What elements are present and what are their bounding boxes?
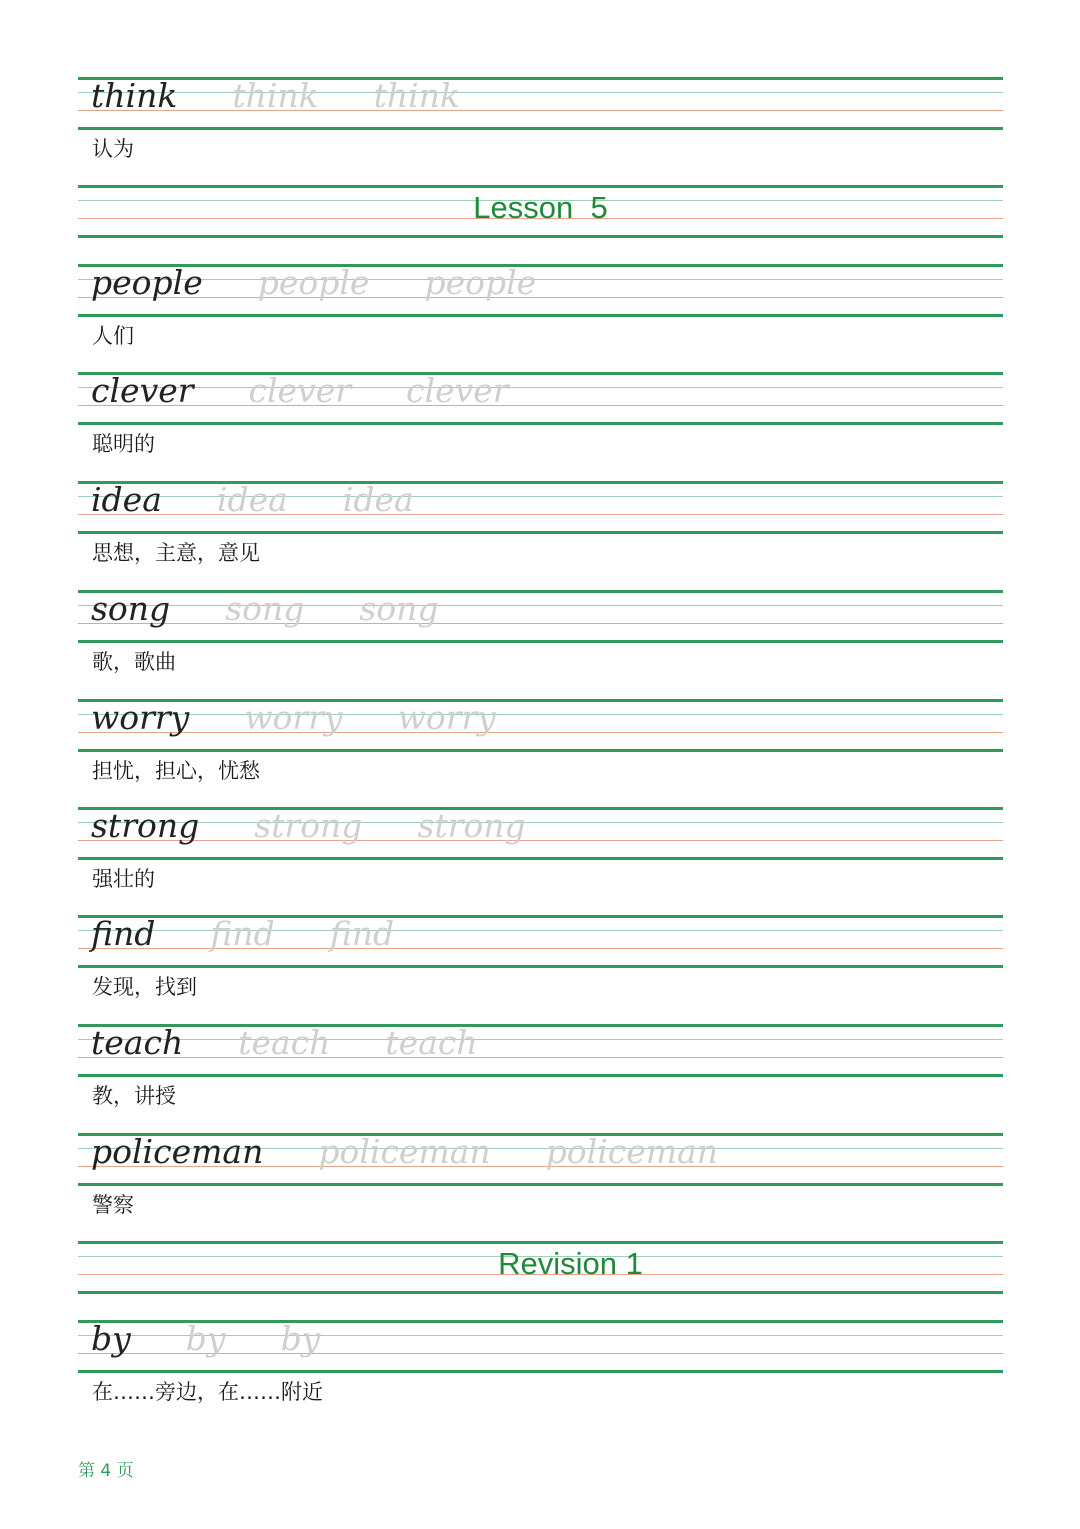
handwriting-line <box>91 584 494 634</box>
word-meaning: 教，讲授 <box>92 1084 176 1108</box>
word-model: find <box>91 914 156 953</box>
word-trace: worry <box>244 698 343 737</box>
word-trace: idea <box>342 480 414 519</box>
word-trace: strong <box>254 806 363 845</box>
word-trace: strong <box>417 806 526 845</box>
handwriting-line <box>91 1127 773 1177</box>
word-model: strong <box>91 806 200 845</box>
word-trace: policeman <box>545 1132 719 1171</box>
word-meaning: 强壮的 <box>92 867 155 891</box>
handwriting-line <box>91 1018 533 1068</box>
handwriting-line <box>91 258 591 308</box>
word-trace: think <box>232 76 319 115</box>
word-model: people <box>91 263 203 302</box>
handwriting-line <box>91 366 564 416</box>
word-trace: people <box>424 263 537 302</box>
word-trace: policeman <box>318 1132 491 1171</box>
word-meaning: 聪明的 <box>92 432 155 456</box>
lesson-title: Revision 1 <box>498 1246 643 1281</box>
word-trace: clever <box>406 371 509 410</box>
handwriting-line <box>91 71 515 121</box>
word-model: clever <box>91 371 194 410</box>
word-meaning: 歌，歌曲 <box>92 650 176 674</box>
handwriting-line <box>91 909 449 959</box>
word-model: song <box>91 589 171 628</box>
handwriting-line <box>91 1314 375 1364</box>
word-trace: find <box>329 914 395 953</box>
word-meaning: 认为 <box>92 137 134 161</box>
word-trace: worry <box>397 698 496 737</box>
word-meaning: 人们 <box>92 324 134 348</box>
word-meaning: 担忧，担心，忧愁 <box>92 759 260 783</box>
word-model: idea <box>91 480 162 519</box>
word-trace: idea <box>216 480 288 519</box>
word-trace: song <box>359 589 439 628</box>
page-number: 第 4 页 <box>78 1461 134 1481</box>
word-model: policeman <box>91 1132 264 1171</box>
handwriting-line <box>91 801 581 851</box>
word-model: worry <box>91 698 190 737</box>
word-meaning: 发现，找到 <box>92 975 197 999</box>
word-trace: by <box>280 1319 321 1358</box>
word-meaning: 警察 <box>92 1193 134 1217</box>
lesson-title: Lesson 5 <box>473 190 608 225</box>
word-meaning: 思想，主意，意见 <box>92 541 260 565</box>
word-model: teach <box>91 1023 184 1062</box>
handwriting-line <box>91 693 551 743</box>
word-trace: by <box>185 1319 226 1358</box>
word-meaning: 在……旁边，在……附近 <box>92 1380 323 1404</box>
word-trace: teach <box>385 1023 478 1062</box>
word-trace: think <box>373 76 460 115</box>
word-model: by <box>91 1319 131 1358</box>
word-model: think <box>91 76 178 115</box>
word-trace: people <box>257 263 370 302</box>
handwriting-line <box>91 475 469 525</box>
word-trace: song <box>225 589 305 628</box>
word-trace: teach <box>238 1023 331 1062</box>
word-trace: find <box>210 914 275 953</box>
word-trace: clever <box>248 371 352 410</box>
